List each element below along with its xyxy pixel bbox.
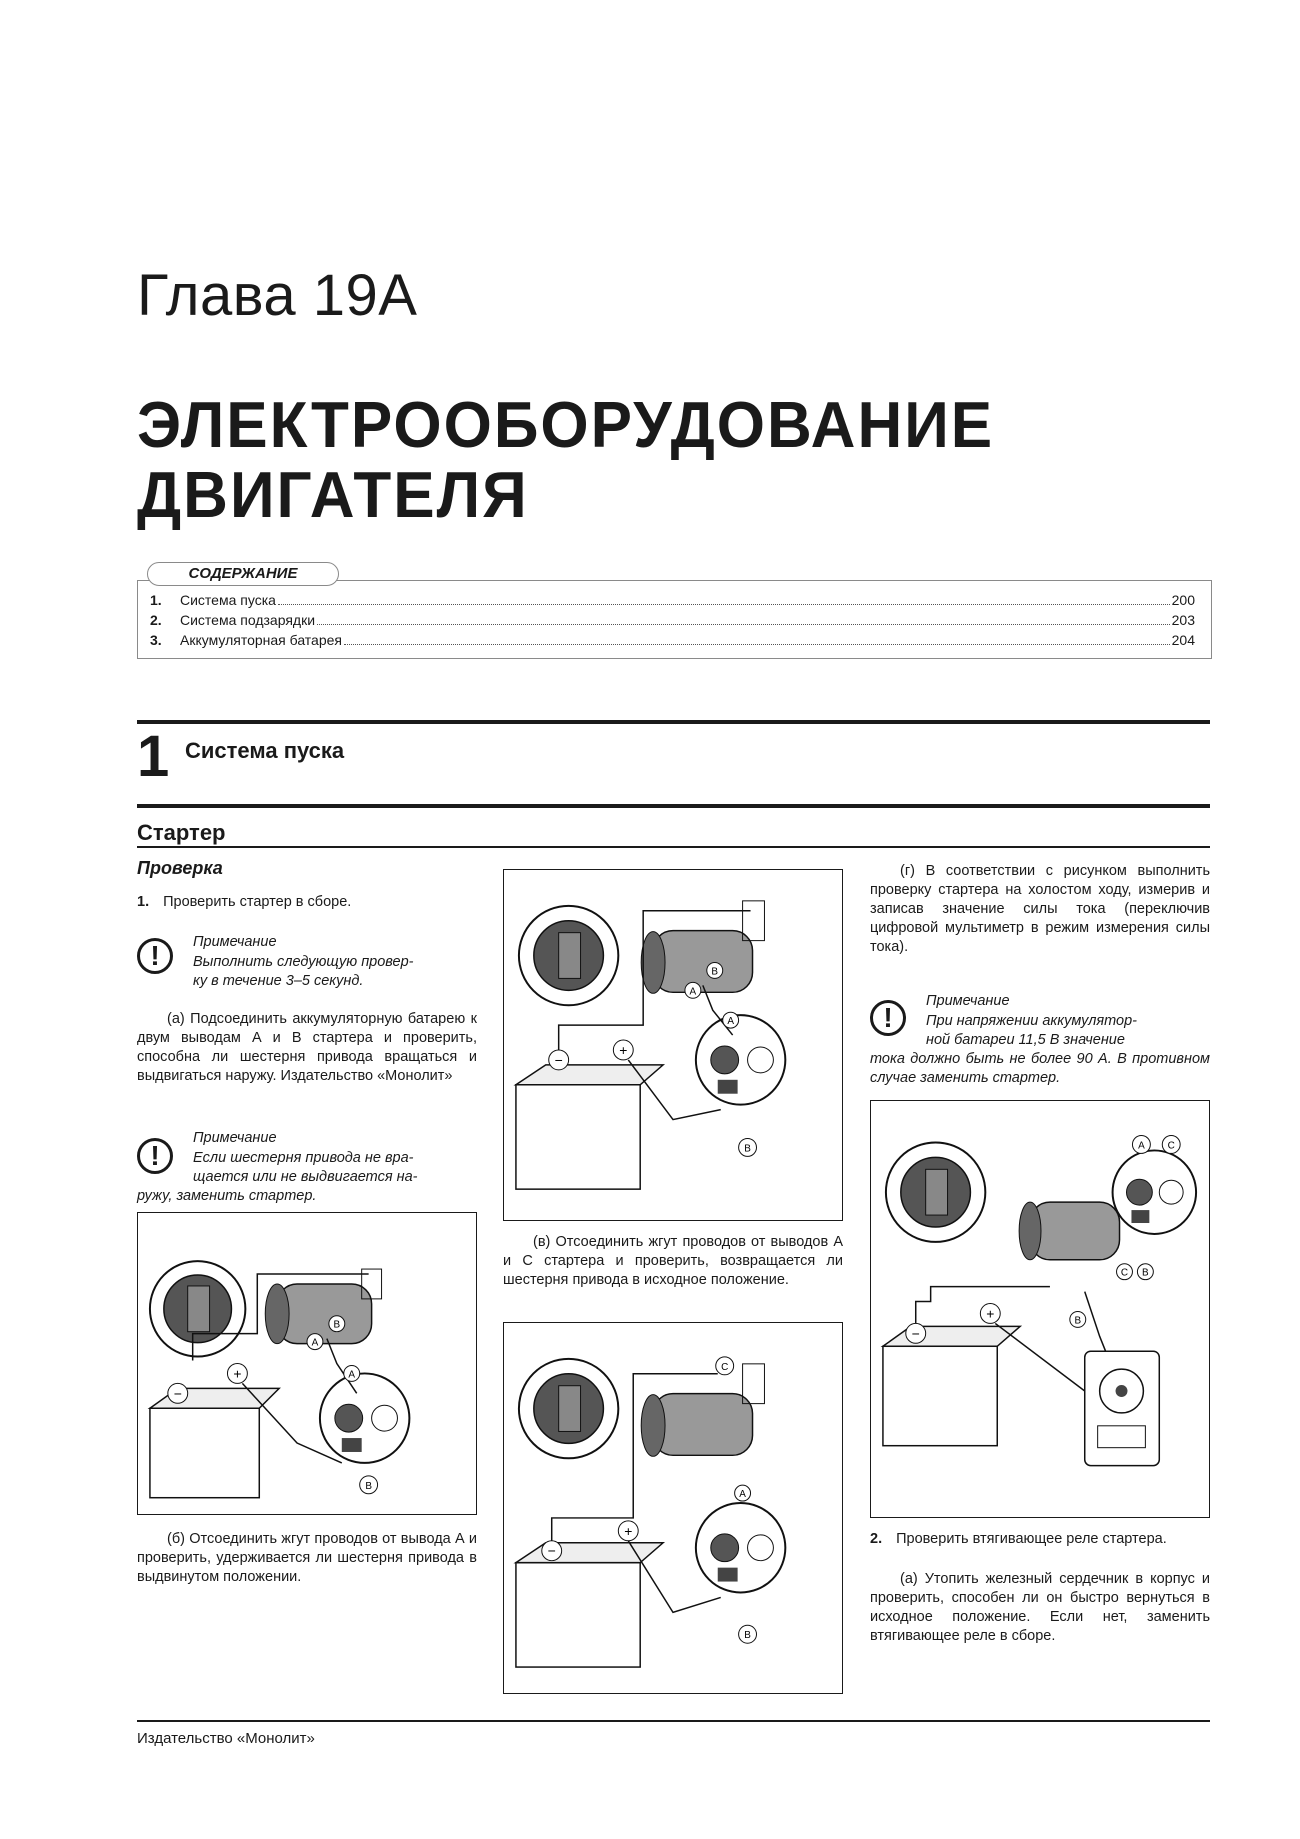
minus-label: − bbox=[554, 1051, 563, 1068]
starter-wiring-diagram bbox=[504, 870, 842, 1220]
section-rule-bottom bbox=[137, 804, 1210, 808]
section-number: 1 bbox=[137, 724, 170, 789]
figure-starter-test-c bbox=[503, 1322, 843, 1694]
exclamation-icon: ! bbox=[870, 1000, 906, 1036]
plus-label: + bbox=[233, 1365, 242, 1382]
note-text-continued: ружу, заменить стартер. bbox=[137, 1188, 317, 1204]
toc-item-page: 200 bbox=[1171, 592, 1195, 608]
terminal-b-label: B bbox=[333, 1319, 341, 1331]
minus-label: − bbox=[911, 1325, 920, 1342]
note-text-continued: тока должно быть не более 90 А. В противном случае заменить стартер. bbox=[870, 1051, 1210, 1086]
toc-item-label: Система пуска bbox=[180, 592, 276, 608]
terminal-a-label: A bbox=[689, 986, 697, 998]
note-line: ной батареи 11,5 В значение bbox=[926, 1032, 1125, 1048]
terminal-a-label: A bbox=[727, 1016, 734, 1028]
plus-label: + bbox=[986, 1305, 995, 1322]
terminal-b-label: B bbox=[1074, 1315, 1082, 1327]
step-1 bbox=[137, 893, 477, 912]
paragraph-v: (в) Отсоединить жгут проводов от выводов А и С стартера и проверить, возвращается ли шестерня привода в исходное положение. bbox=[503, 1234, 843, 1288]
terminal-c-label: C bbox=[721, 1361, 729, 1373]
note-text bbox=[926, 1012, 1211, 1050]
figure-starter-test-a bbox=[137, 1212, 477, 1515]
step-number: 2. bbox=[870, 1531, 883, 1547]
toc-item[interactable] bbox=[150, 592, 1195, 612]
section-title: Система пуска bbox=[185, 738, 345, 763]
terminal-b-label: B bbox=[744, 1143, 751, 1155]
terminal-a-label: A bbox=[739, 1489, 746, 1501]
note-line: ку в течение 3–5 секунд. bbox=[193, 973, 364, 989]
step-2 bbox=[870, 1530, 1210, 1549]
section-rule-top bbox=[137, 720, 1210, 724]
starter-wiring-diagram bbox=[504, 1323, 842, 1693]
terminal-a-label: A bbox=[348, 1369, 356, 1381]
toc-leader-dots bbox=[317, 624, 1170, 625]
plus-label: + bbox=[619, 1041, 628, 1058]
minus-label: − bbox=[173, 1385, 182, 1402]
paragraph-b: (б) Отсоединить жгут проводов от вывода А и проверить, удерживается ли шестерня привода в выдвинутом положении. bbox=[137, 1531, 477, 1585]
terminal-c-label: C bbox=[1167, 1140, 1175, 1152]
toc-leader-dots bbox=[344, 644, 1170, 645]
note-line: Если шестерня привода не вра- bbox=[193, 1150, 414, 1166]
paragraph-a: (а) Подсоединить аккумуляторную батарею к двум выводам А и В стартера и проверить, способна ли шестерня привода вращаться и выдвигаться наружу. Издательство «Монолит» bbox=[137, 1011, 477, 1084]
toc-item-label: Система подзарядки bbox=[180, 612, 316, 628]
paragraph-g: (г) В соответствии с рисунком выполнить проверку стартера на холостом ходу, измерив и записав значение силы тока (переключив цифровой мультиметр в режим измерения силы тока). bbox=[870, 863, 1210, 955]
step-number: 1. bbox=[137, 894, 150, 910]
starter-multimeter-diagram bbox=[871, 1101, 1209, 1517]
terminal-b-label: B bbox=[365, 1480, 372, 1492]
paragraph-a2: (а) Утопить железный сердечник в корпус и проверить, способен ли он быстро вернуться в исходное положение. Если нет, заменить втягивающее реле в сборе. bbox=[870, 1571, 1210, 1644]
terminal-a-label: A bbox=[1138, 1140, 1145, 1152]
note-heading: Примечание bbox=[193, 934, 277, 950]
toc-item-page: 203 bbox=[1171, 612, 1195, 628]
terminal-b-label: B bbox=[711, 966, 719, 978]
note-heading: Примечание bbox=[926, 993, 1010, 1009]
terminal-a-label: A bbox=[311, 1337, 319, 1349]
note-line: щается или не выдвигается на- bbox=[193, 1169, 418, 1185]
note-line: При напряжении аккумулятор- bbox=[926, 1013, 1138, 1029]
footer-rule bbox=[137, 1720, 1210, 1722]
chapter-title-line-2: ДВИГАТЕЛЯ bbox=[137, 459, 529, 532]
subsubsection-title: Проверка bbox=[137, 858, 223, 878]
note-heading: Примечание bbox=[193, 1130, 277, 1146]
note-text bbox=[193, 1149, 478, 1187]
terminal-b-label: B bbox=[1142, 1267, 1149, 1279]
footer-publisher: Издательство «Монолит» bbox=[137, 1730, 315, 1747]
step-text: Проверить стартер в сборе. bbox=[163, 894, 352, 910]
subsection-title: Стартер bbox=[137, 820, 226, 845]
toc-item-number: 1. bbox=[150, 592, 162, 608]
subsection-rule bbox=[137, 846, 1210, 848]
toc-item-label: Аккумуляторная батарея bbox=[180, 632, 342, 648]
chapter-label: Глава 19А bbox=[137, 263, 418, 328]
toc-heading: СОДЕРЖАНИЕ bbox=[147, 562, 339, 586]
chapter-title-line-1: ЭЛЕКТРООБОРУДОВАНИЕ bbox=[137, 389, 995, 462]
note-line: Выполнить следующую провер- bbox=[193, 954, 414, 970]
toc-item[interactable] bbox=[150, 612, 1195, 632]
note-text bbox=[193, 953, 478, 991]
starter-wiring-diagram bbox=[138, 1213, 476, 1514]
toc-leader-dots bbox=[278, 604, 1170, 605]
toc-item[interactable] bbox=[150, 632, 1195, 652]
toc-item-number: 3. bbox=[150, 632, 162, 648]
plus-label: + bbox=[624, 1522, 633, 1539]
minus-label: − bbox=[547, 1542, 556, 1559]
exclamation-icon: ! bbox=[137, 1138, 173, 1174]
step-text: Проверить втягивающее реле стартера. bbox=[896, 1531, 1167, 1547]
terminal-b-label: B bbox=[744, 1630, 751, 1642]
toc-item-number: 2. bbox=[150, 612, 162, 628]
figure-starter-no-load-test bbox=[870, 1100, 1210, 1518]
figure-starter-test-main bbox=[503, 869, 843, 1221]
toc-item-page: 204 bbox=[1171, 632, 1195, 648]
terminal-c-label: C bbox=[1120, 1267, 1129, 1279]
exclamation-icon: ! bbox=[137, 938, 173, 974]
